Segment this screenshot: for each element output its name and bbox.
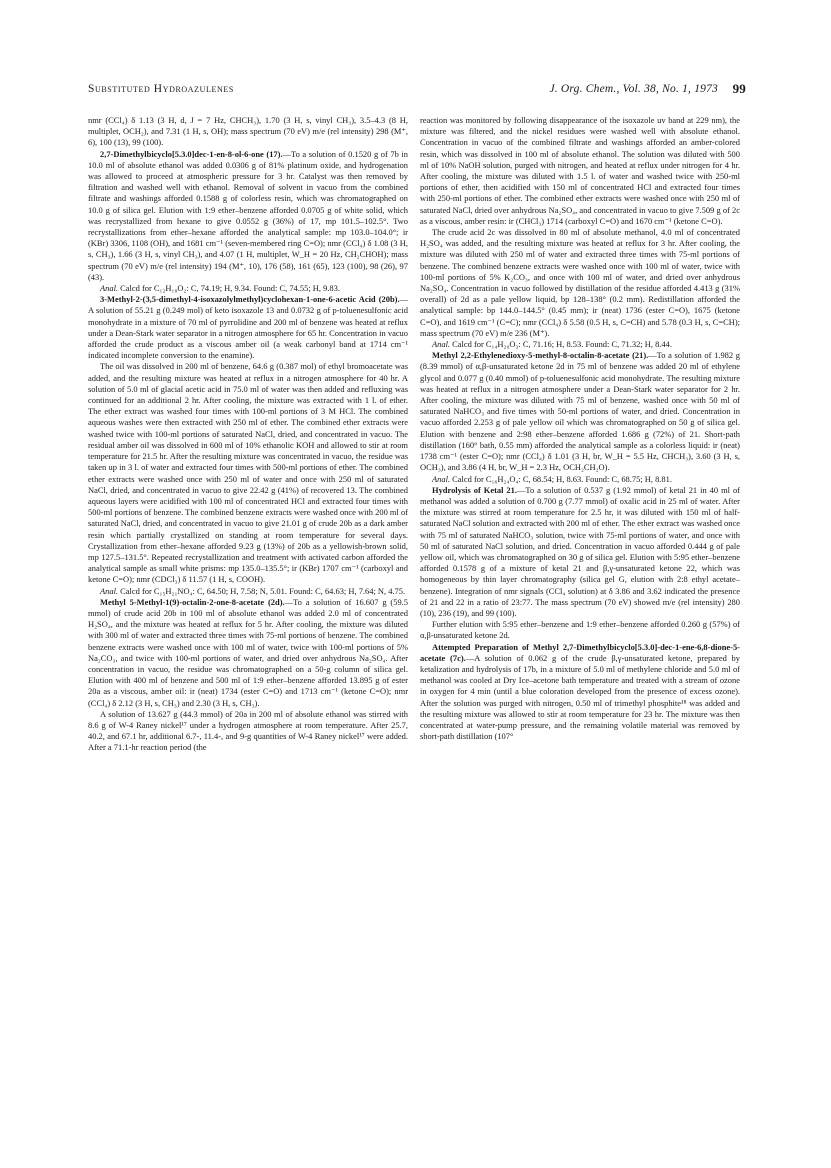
procedure-text: —A solution of 55.21 g (0.249 mol) of keto isoxazole 13 and 0.0732 g of p-toluenesulfonic acid monohydrate in a mixture of 70 ml of pyrrolidine and 200 ml of benzene was heated at reflux under a Dean-Stark water separator in a nitrogen atmosphere for 65 hr. Concentration in vacuo afforded the crude product as a viscous amber oil (a weak carbonyl band at 1714 cm⁻¹ indicated incomplete conversion to the enamine).: [88, 294, 408, 361]
elemental-analysis: [88, 283, 408, 294]
analysis-label: Anal.: [100, 585, 119, 596]
analysis-label: Anal.: [100, 283, 119, 294]
analysis-values: Calcd for C₁₆H₂₄O₄: C, 68.54; H, 8.63. Found: C, 68.75; H, 8.81.: [452, 473, 672, 484]
compound-procedure-paragraph: [420, 350, 740, 473]
elemental-analysis: [420, 339, 740, 350]
elemental-analysis: [88, 586, 408, 597]
compound-procedure-paragraph: [88, 294, 408, 361]
analysis-values: Calcd for C₁₅H₂₁NO₄: C, 64.50; H, 7.58; N, 5.01. Found: C, 64.63; H, 7.64; N, 4.75.: [120, 585, 406, 596]
compound-heading: 3-Methyl-2-(3,5-dimethyl-4-isoxazolylmethyl)cyclohexan-1-one-6-acetic Acid (20b).: [100, 294, 400, 305]
analysis-label: Anal.: [432, 473, 451, 484]
procedure-text: —To a solution of 0.1520 g of 7b in 10.0 ml of absolute ethanol was added 0.0306 g of 81% platinum oxide, and hydrogenation was allowed to proceed at atmospheric pressure for 3 hr. Catalyst was then removed by filtration and washed well with ethanol. Removal of solvent in vacuo from the combined filtrate and washings afforded 0.1588 g of colorless resin, which was chromatographed on 10.0 g of silica gel. Elution with 1:9 ether–benzene afforded 0.0705 g of white solid, which was recrystallized from hexane to give 0.0552 g (36%) of 17, mp 101.5–102.5°. Two recrystallizations from ether–hexane afforded the analytical sample: mp 103.0–104.0°; ir (KBr) 3306, 1108 (OH), and 1681 cm⁻¹ (seven-membered ring C=O); nmr (CCl₄) δ 1.08 (3 H, s, CH₃), 1.66 (3 H, s, vinyl CH₃), and 4.07 (1 H, multiplet, W_H = 20 Hz, CH₂CHOH); mass spectrum (70 eV) m/e (rel intensity) 194 (M⁺, 10), 176 (58), 161 (65), 123 (100), 98 (26), 97 (43).: [88, 148, 408, 282]
compound-heading: Methyl 5-Methyl-1(9)-octalin-2-one-8-acetate (2d).: [100, 596, 285, 607]
page-number: 99: [732, 81, 746, 96]
procedure-text: —A solution of 0.062 g of the crude β,γ-unsaturated ketone, prepared by ketalization and hydrolysis of 17b, in a mixture of 5.0 ml of methylene chloride and 5.0 ml of methanol was cooled at Dry Ice–acetone bath temperature and treated with a stream of ozone in oxygen for 4 min (until a blue coloration developed from the presence of excess ozone). After the solution was purged with nitrogen, 0.50 ml of trimethyl phosphite¹⁸ was added and the resulting mixture was allowed to stir at room temperature for 23 hr. The mixture was then concentrated at water-pump pressure, and the remaining volatile material was removed by short-path distillation (107°: [420, 652, 740, 742]
paragraph-continued: nmr (CCl₄) δ 1.13 (3 H, d, J = 7 Hz, CHCH₃), 1.70 (3 H, s, vinyl CH₃), 3.5–4.3 (8 H, multiplet, OCH₂), and 7.31 (1 H, s, OH); mass spectrum (70 eV) m/e (rel intensity) 298 (M⁺, 6), 100 (13), 99 (100).: [88, 115, 408, 148]
journal-citation: J. Org. Chem., Vol. 38, No. 1, 1973: [549, 83, 718, 95]
analysis-values: Calcd for C₁₂H₁₈O₂: C, 74.19; H, 9.34. Found: C, 74.55; H, 9.83.: [120, 283, 340, 294]
analysis-label: Anal.: [432, 339, 451, 350]
compound-heading: Hydrolysis of Ketal 21.: [432, 484, 517, 495]
paragraph-continued: reaction was monitored by following disappearance of the isoxazole uv band at 229 nm), the mixture was filtered, and the nickel residues were washed well with absolute ethanol. Concentration in vacuo of the combined filtrate and washings afforded an amber-colored resin, which was dissolved in 100 ml of absolute ethanol. The solution was diluted with 500 ml of 10% NaOH solution, purged with nitrogen, and heated at reflux under nitrogen for 4 hr. After cooling, the mixture was diluted with 1.5 l. of water and washed twice with 250-ml portions of ether, then acidified with 150 ml of concentrated HCl and extracted four times with 250-ml portions of ether. The combined ether extracts were washed once with 250 ml of saturated NaCl, dried over anhydrous Na₂SO₄, and concentrated in vacuo to give 7.509 g of 2c as a viscous, amber resin: ir (CHCl₃) 1714 (carboxyl C=O) and 1670 cm⁻¹ (ketone C=O).: [420, 115, 740, 226]
compound-heading: 2,7-Dimethylbicyclo[5.3.0]dec-1-en-8-ol-6-one (17).: [100, 148, 283, 159]
compound-heading: Methyl 2,2-Ethylenedioxy-5-methyl-8-octalin-8-acetate (21).: [432, 350, 649, 361]
elemental-analysis: [420, 474, 740, 485]
procedure-text: —To a solution of 0.537 g (1.92 mmol) of ketal 21 in 40 ml of methanol was added a solution of 0.700 g (7.77 mmol) of oxalic acid in 25 ml of water. After the mixture was stirred at room temperature for 2.5 hr, it was diluted with 150 ml of half-saturated NaCl solution and extracted with 200 ml of ether. The ether extract was washed once with 75 ml of saturated NaHCO₃ solution, twice with 75-ml portions of water, and once with 50 ml of saturated NaCl solution, and dried. Concentration in vacuo afforded 0.444 g of pale yellow oil, which was chromatographed on 30 g of silica gel. Elution with 5:95 ether–benzene afforded 0.1578 g of a mixture of ketal 21 and β,γ-unsaturated ketone 22, which was homogeneous by thin layer chromatography (silica gel G, elution with 2:8 ethyl acetate–benzene). Integration of nmr signals (CCl₄ solution) at δ 3.86 and 3.62 indicated the presence of 21 and 22 in a ratio of 23:77. The mass spectrum (70 eV) showed m/e (rel intensity) 280 (10), 236 (19), and 99 (100).: [420, 484, 740, 618]
paragraph: The oil was dissolved in 200 ml of benzene, 64.6 g (0.387 mol) of ethyl bromoacetate was added, and the resulting mixture was heated at reflux in a nitrogen atmosphere for 40 hr. A solution of 5.0 ml of glacial acetic acid in 75.0 ml of water was then added and refluxing was continued for an additional 2 hr. After cooling, the mixture was extracted with 1 l. of ether. The ether extract was washed four times with 100-ml portions of 3 M HCl. The combined aqueous washes were then extracted with 250 ml of ether. The combined ether extracts were washed twice with 100-ml portions of saturated NaCl, dried, and concentrated in vacuo. The residual amber oil was dissolved in 600 ml of 10% ethanolic KOH and allowed to stir at room temperature for 21.5 hr. After the resulting mixture was concentrated in vacuo, the residue was taken up in 3 l. of water and extracted four times with 500-ml portions of ether. The combined ether extracts were washed once with 250 ml of water and once with 250 ml of saturated NaCl, dried, and concentrated in vacuo to give 22.42 g (41%) of recovered 13. The combined aqueous layers were acidified with 100 ml of concentrated HCl and extracted four times with 500-ml portions of benzene. The combined benzene extracts were washed once with 200 ml of saturated NaCl, dried, and concentrated in vacuo to give 21.01 g of crude 20b as a dark amber resin which partially crystallized on standing at room temperature for several days. Crystallization from ether–hexane afforded 9.23 g (13%) of 20b as a yellowish-brown solid, mp 127.5–131.5°. Repeated recrystallization and treatment with activated carbon afforded the analytical sample as small white prisms: mp 135.0–135.5°; ir (KBr) 1707 cm⁻¹ (carboxyl and ketone C=O); nmr (CDCl₃) δ 11.57 (1 H, s, COOH).: [88, 361, 408, 585]
compound-procedure-paragraph: [420, 642, 740, 743]
analysis-values: Calcd for C₁₄H₂₀O₃: C, 71.16; H, 8.53. Found: C, 71.32; H, 8.44.: [452, 339, 672, 350]
left-column: [88, 115, 408, 754]
compound-procedure-paragraph: [88, 597, 408, 709]
paragraph: A solution of 13.627 g (44.3 mmol) of 20a in 200 ml of absolute ethanol was stirred with 8.6 g of W-4 Raney nickel¹⁷ under a hydrogen atmosphere at room temperature. After 25.7, 40.2, and 67.1 hr, additional 6.7-, 11.4-, and 9-g quantities of W-4 Raney nickel¹⁷ were added. After a 71.1-hr reaction period (the: [88, 708, 408, 753]
paragraph: The crude acid 2c was dissolved in 80 ml of absolute methanol, 4.0 ml of concentrated H₂SO₄ was added, and the resulting mixture was heated at reflux for 3 hr. After cooling, the mixture was diluted with 250 ml of water and extracted three times with 75-ml portions of benzene. The combined benzene extracts were washed once with 100 ml of water, twice with 100-ml portions of 5% K₂CO₃, and once with 100 ml of water, and dried over anhydrous Na₂SO₄. Concentration in vacuo followed by distillation of the residue afforded 4.413 g (31% overall) of 2d as a pale yellow liquid, bp 128–138° (0.2 mm). Redistillation afforded the analytical sample: bp 144.0–144.5° (0.45 mm); ir (neat) 1736 (ester C=O), 1675 (ketone C=O), and 1619 cm⁻¹ (C=C); nmr (CCl₄) δ 5.58 (0.5 H, s, C=CH) and 5.78 (0.3 H, s, C=CH); mass spectrum (70 eV) m/e 236 (M⁺).: [420, 227, 740, 338]
procedure-text: —To a solution of 1.982 g (8.39 mmol) of α,β-unsaturated ketone 2d in 75 ml of benzene was added 20 ml of ethylene glycol and 0.077 g (0.40 mmol) of p-toluenesulfonic acid monohydrate. The resulting mixture was heated at reflux in a nitrogen atmosphere under a Dean-Stark water separator for 2 hr. After cooling, the mixture was diluted with 75 ml of benzene, washed once with 50 ml of saturated NaHCO₃ and five times with 50-ml portions of water, and dried. Concentration in vacuo afforded 2.253 g of pale yellow oil which was chromatographed on 50 g of silica gel. Elution with benzene and 2:98 ether–benzene afforded 1.686 g (72%) of 21. Short-path distillation (160° bath, 0.55 mm) afforded the analytical sample as a colorless liquid: ir (neat) 1738 cm⁻¹ (ester C=O); nmr (CCl₄) δ 1.01 (3 H, br, W_H = 5.5 Hz, CHCH₃), 3.60 (3 H, s, OCH₃), and 3.86 (4 H, br, W_H = 2.3 Hz, OCH₂CH₂O).: [420, 350, 740, 473]
compound-heading: Attempted Preparation of Methyl 2,7-Dimethylbicyclo[5.3.0]-dec-1-ene-6,8-dione-5-acetate (7c).: [420, 641, 740, 663]
compound-procedure-paragraph: [420, 485, 740, 619]
running-header: [88, 81, 746, 101]
procedure-text: —To a solution of 16.607 g (59.5 mmol) of crude acid 20b in 100 ml of absolute ethanol was added 2.0 ml of concentrated H₂SO₄, and the mixture was heated at reflux for 5 hr. After cooling, the mixture was diluted with 300 ml of water and extracted three times with 75-ml portions of benzene. The combined benzene extracts were washed once with 100 ml of water, twice with 100-ml portions of 5% Na₂CO₃, and twice with 100-ml portions of water, and dried over anhydrous Na₂SO₄. After concentration in vacuo, the residue was chromatographed on a 50-g column of silica gel. Elution with 400 ml of benzene and 500 ml of 1:9 ether–benzene afforded 13.895 g of ester 20a as a viscous, amber oil: ir (neat) 1734 (ester C=O) and 1713 cm⁻¹ (ketone C=O); nmr (CCl₄) δ 2.12 (3 H, s, CH₃) and 2.30 (3 H, s, CH₃).: [88, 596, 408, 708]
running-title: Substituted Hydroazulenes: [88, 83, 234, 95]
compound-procedure-paragraph: [88, 149, 408, 283]
paragraph: Further elution with 5:95 ether–benzene and 1:9 ether–benzene afforded 0.260 g (57%) of α,β-unsaturated ketone 2d.: [420, 619, 740, 641]
right-column: [420, 115, 740, 742]
